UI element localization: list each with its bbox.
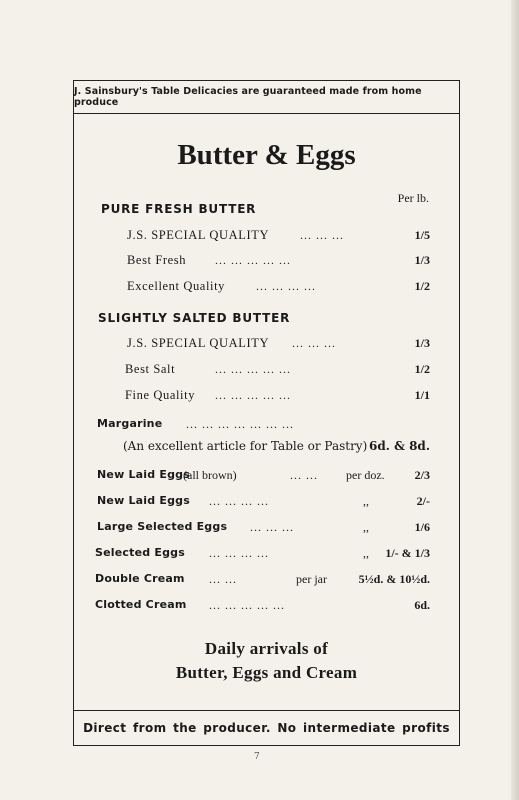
item-label: Large Selected Eggs [97, 520, 228, 533]
leader-dots: ... ... ... ... ... ... ... [186, 417, 294, 431]
leader-dots: ... ... ... ... ... [209, 598, 285, 612]
leader-dots: ... ... ... [300, 228, 344, 242]
list-item [74, 253, 459, 271]
leader-dots: ... ... ... ... ... [215, 362, 291, 376]
leader-dots: ... ... [209, 572, 237, 586]
item-price: 1/3 [414, 253, 430, 267]
page-number: 7 [254, 752, 260, 762]
item-label: Double Cream [95, 572, 185, 585]
leader-dots: ... ... ... ... ... [215, 253, 291, 267]
item-label: Fine Quality [125, 388, 196, 402]
unit-label: per jar [296, 572, 327, 586]
daily-arrivals-line-2: Butter, Eggs and Cream [175, 663, 358, 682]
item-price: 1/5 [414, 228, 430, 242]
item-price: 1/2 [414, 279, 430, 293]
item-label: New Laid Eggs [97, 468, 190, 481]
leader-dots: ... ... ... ... [256, 279, 316, 293]
leader-dots: ... ... ... ... [209, 494, 269, 508]
leader-dots: ... ... ... ... [209, 546, 269, 560]
list-item [74, 228, 459, 246]
ditto-mark: ,, [363, 520, 369, 534]
price-list-frame [73, 80, 460, 746]
margarine-price: 6d. & 8d. [368, 439, 430, 453]
list-item [74, 468, 459, 486]
item-price: 1/- & 1/3 [385, 546, 430, 560]
list-item-margarine [74, 417, 459, 435]
per-lb-header: Per lb. [397, 191, 429, 205]
section-heading-pure-fresh-butter: PURE FRESH BUTTER [101, 202, 257, 216]
item-price: 1/1 [414, 388, 430, 402]
list-item [74, 598, 459, 616]
item-label: New Laid Eggs [97, 494, 190, 507]
item-label: Clotted Cream [95, 598, 187, 611]
leader-dots: ... ... ... [250, 520, 294, 534]
daily-arrivals-note [74, 637, 459, 685]
leader-dots: ... ... ... ... ... [215, 388, 291, 402]
item-label: J.S. SPECIAL QUALITY [127, 228, 270, 242]
item-label: Selected Eggs [95, 546, 185, 559]
list-item [74, 494, 459, 512]
item-price: 5½d. & 10½d. [358, 572, 430, 586]
item-price: 1/3 [414, 336, 430, 350]
item-price: 2/3 [414, 468, 430, 482]
list-item [74, 546, 459, 564]
item-price: 2/- [416, 494, 430, 508]
item-suffix: (all brown) [183, 468, 237, 482]
item-price: 6d. [414, 598, 430, 612]
leader-dots: ... ... [290, 468, 318, 482]
top-banner: J. Sainsbury's Table Delicacies are guaranteed made from home produce [74, 81, 459, 114]
list-item [74, 388, 459, 406]
item-label: Best Fresh [127, 253, 187, 267]
page-title: Butter & Eggs [177, 139, 356, 171]
item-price: 1/2 [414, 362, 430, 376]
section-heading-slightly-salted-butter: SLIGHTLY SALTED BUTTER [98, 311, 291, 325]
list-item [74, 572, 459, 590]
list-item [74, 520, 459, 538]
margarine-note: (An excellent article for Table or Pastry) [123, 439, 368, 453]
unit-label: per doz. [346, 468, 385, 482]
bottom-banner: Direct from the producer. No intermediate profits [74, 710, 459, 745]
leader-dots: ... ... ... [292, 336, 336, 350]
list-item [74, 336, 459, 354]
item-label: Best Salt [125, 362, 176, 376]
item-price: 1/6 [414, 520, 430, 534]
list-item [74, 279, 459, 297]
item-label: Excellent Quality [127, 279, 226, 293]
item-label: Margarine [97, 417, 163, 430]
page-edge [511, 0, 519, 800]
list-item [74, 362, 459, 380]
daily-arrivals-line-1: Daily arrivals of [204, 639, 329, 658]
ditto-mark: ,, [363, 546, 369, 560]
item-label: J.S. SPECIAL QUALITY [127, 336, 270, 350]
ditto-mark: ,, [363, 494, 369, 508]
